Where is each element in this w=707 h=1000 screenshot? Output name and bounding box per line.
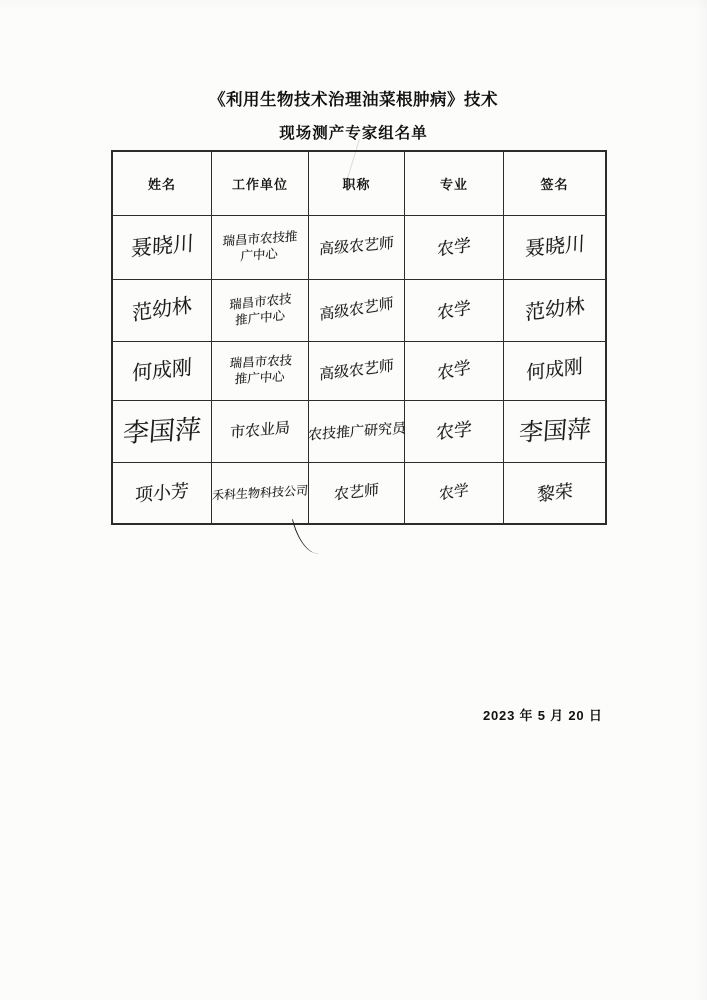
document-title: 《利用生物技术治理油菜根肿病》技术	[209, 91, 498, 109]
handwritten-name: 何成刚	[131, 356, 193, 385]
handwritten-major: 农学	[435, 419, 473, 444]
handwritten-unit: 瑞昌市农技推 广中心	[222, 229, 299, 263]
table-cell-unit	[212, 342, 309, 401]
table-cell-title	[309, 401, 405, 463]
header-cell-signature	[504, 152, 605, 216]
table-cell-signature	[504, 463, 605, 523]
table-cell-major	[405, 280, 504, 342]
handwritten-name: 李国萍	[122, 414, 203, 449]
header-cell-unit	[212, 152, 309, 216]
header-cell-title	[309, 152, 405, 216]
table-cell-title	[309, 342, 405, 401]
handwritten-signature: 黎荣	[536, 480, 573, 506]
handwritten-signature: 聂晓川	[524, 233, 585, 261]
handwritten-title: 高级农艺师	[318, 234, 395, 259]
column-header-label: 职称	[342, 177, 371, 192]
handwritten-title: 农技推广研究员	[307, 419, 406, 443]
table-cell-unit	[212, 216, 309, 280]
handwritten-major: 农学	[436, 298, 472, 323]
table-cell-unit	[212, 280, 309, 342]
table-cell-major	[405, 401, 504, 463]
column-header-label: 签名	[540, 177, 569, 192]
header-cell-major	[405, 152, 504, 216]
handwritten-unit: 瑞昌市农技 推广中心	[228, 353, 293, 387]
table-cell-major	[405, 463, 504, 523]
column-header-label: 专业	[439, 177, 468, 192]
handwritten-signature: 李国萍	[517, 415, 592, 447]
table-cell-name	[113, 401, 212, 463]
table-cell-name	[113, 342, 212, 401]
table-cell-major	[405, 216, 504, 280]
expert-signature-table	[111, 150, 607, 525]
table-cell-name	[113, 280, 212, 342]
table-cell-major	[405, 342, 504, 401]
table-cell-name	[113, 216, 212, 280]
table-cell-signature	[504, 216, 605, 280]
handwritten-signature: 何成刚	[526, 356, 583, 385]
table-cell-title	[309, 216, 405, 280]
table-cell-unit	[212, 463, 309, 523]
table-cell-signature	[504, 401, 605, 463]
handwritten-unit: 瑞昌市农技 推广中心	[228, 291, 292, 328]
table-cell-name	[113, 463, 212, 523]
handwritten-name: 范幼林	[132, 294, 192, 326]
document-subtitle: 现场测产专家组名单	[279, 125, 428, 142]
handwritten-name: 项小芳	[134, 480, 190, 506]
handwritten-major: 农学	[436, 235, 471, 260]
document-date: 2023 年 5 月 20 日	[483, 708, 603, 723]
handwritten-name: 聂晓川	[130, 232, 194, 262]
handwritten-unit: 市农业局	[229, 419, 291, 442]
table-cell-title	[309, 463, 405, 523]
table-cell-signature	[504, 342, 605, 401]
handwritten-title: 农艺师	[333, 481, 380, 504]
handwritten-major: 农学	[436, 358, 472, 384]
column-header-label: 姓名	[147, 177, 176, 192]
handwritten-major: 农学	[438, 481, 470, 504]
handwritten-signature: 范幼林	[524, 295, 585, 325]
handwritten-title: 高级农艺师	[319, 356, 394, 384]
table-cell-signature	[504, 280, 605, 342]
handwritten-unit: 禾科生物科技公司	[211, 482, 309, 503]
handwritten-title: 高级农艺师	[319, 295, 394, 325]
column-header-label: 工作单位	[231, 177, 288, 192]
table-cell-title	[309, 280, 405, 342]
table-cell-unit	[212, 401, 309, 463]
header-cell-name	[113, 152, 212, 216]
